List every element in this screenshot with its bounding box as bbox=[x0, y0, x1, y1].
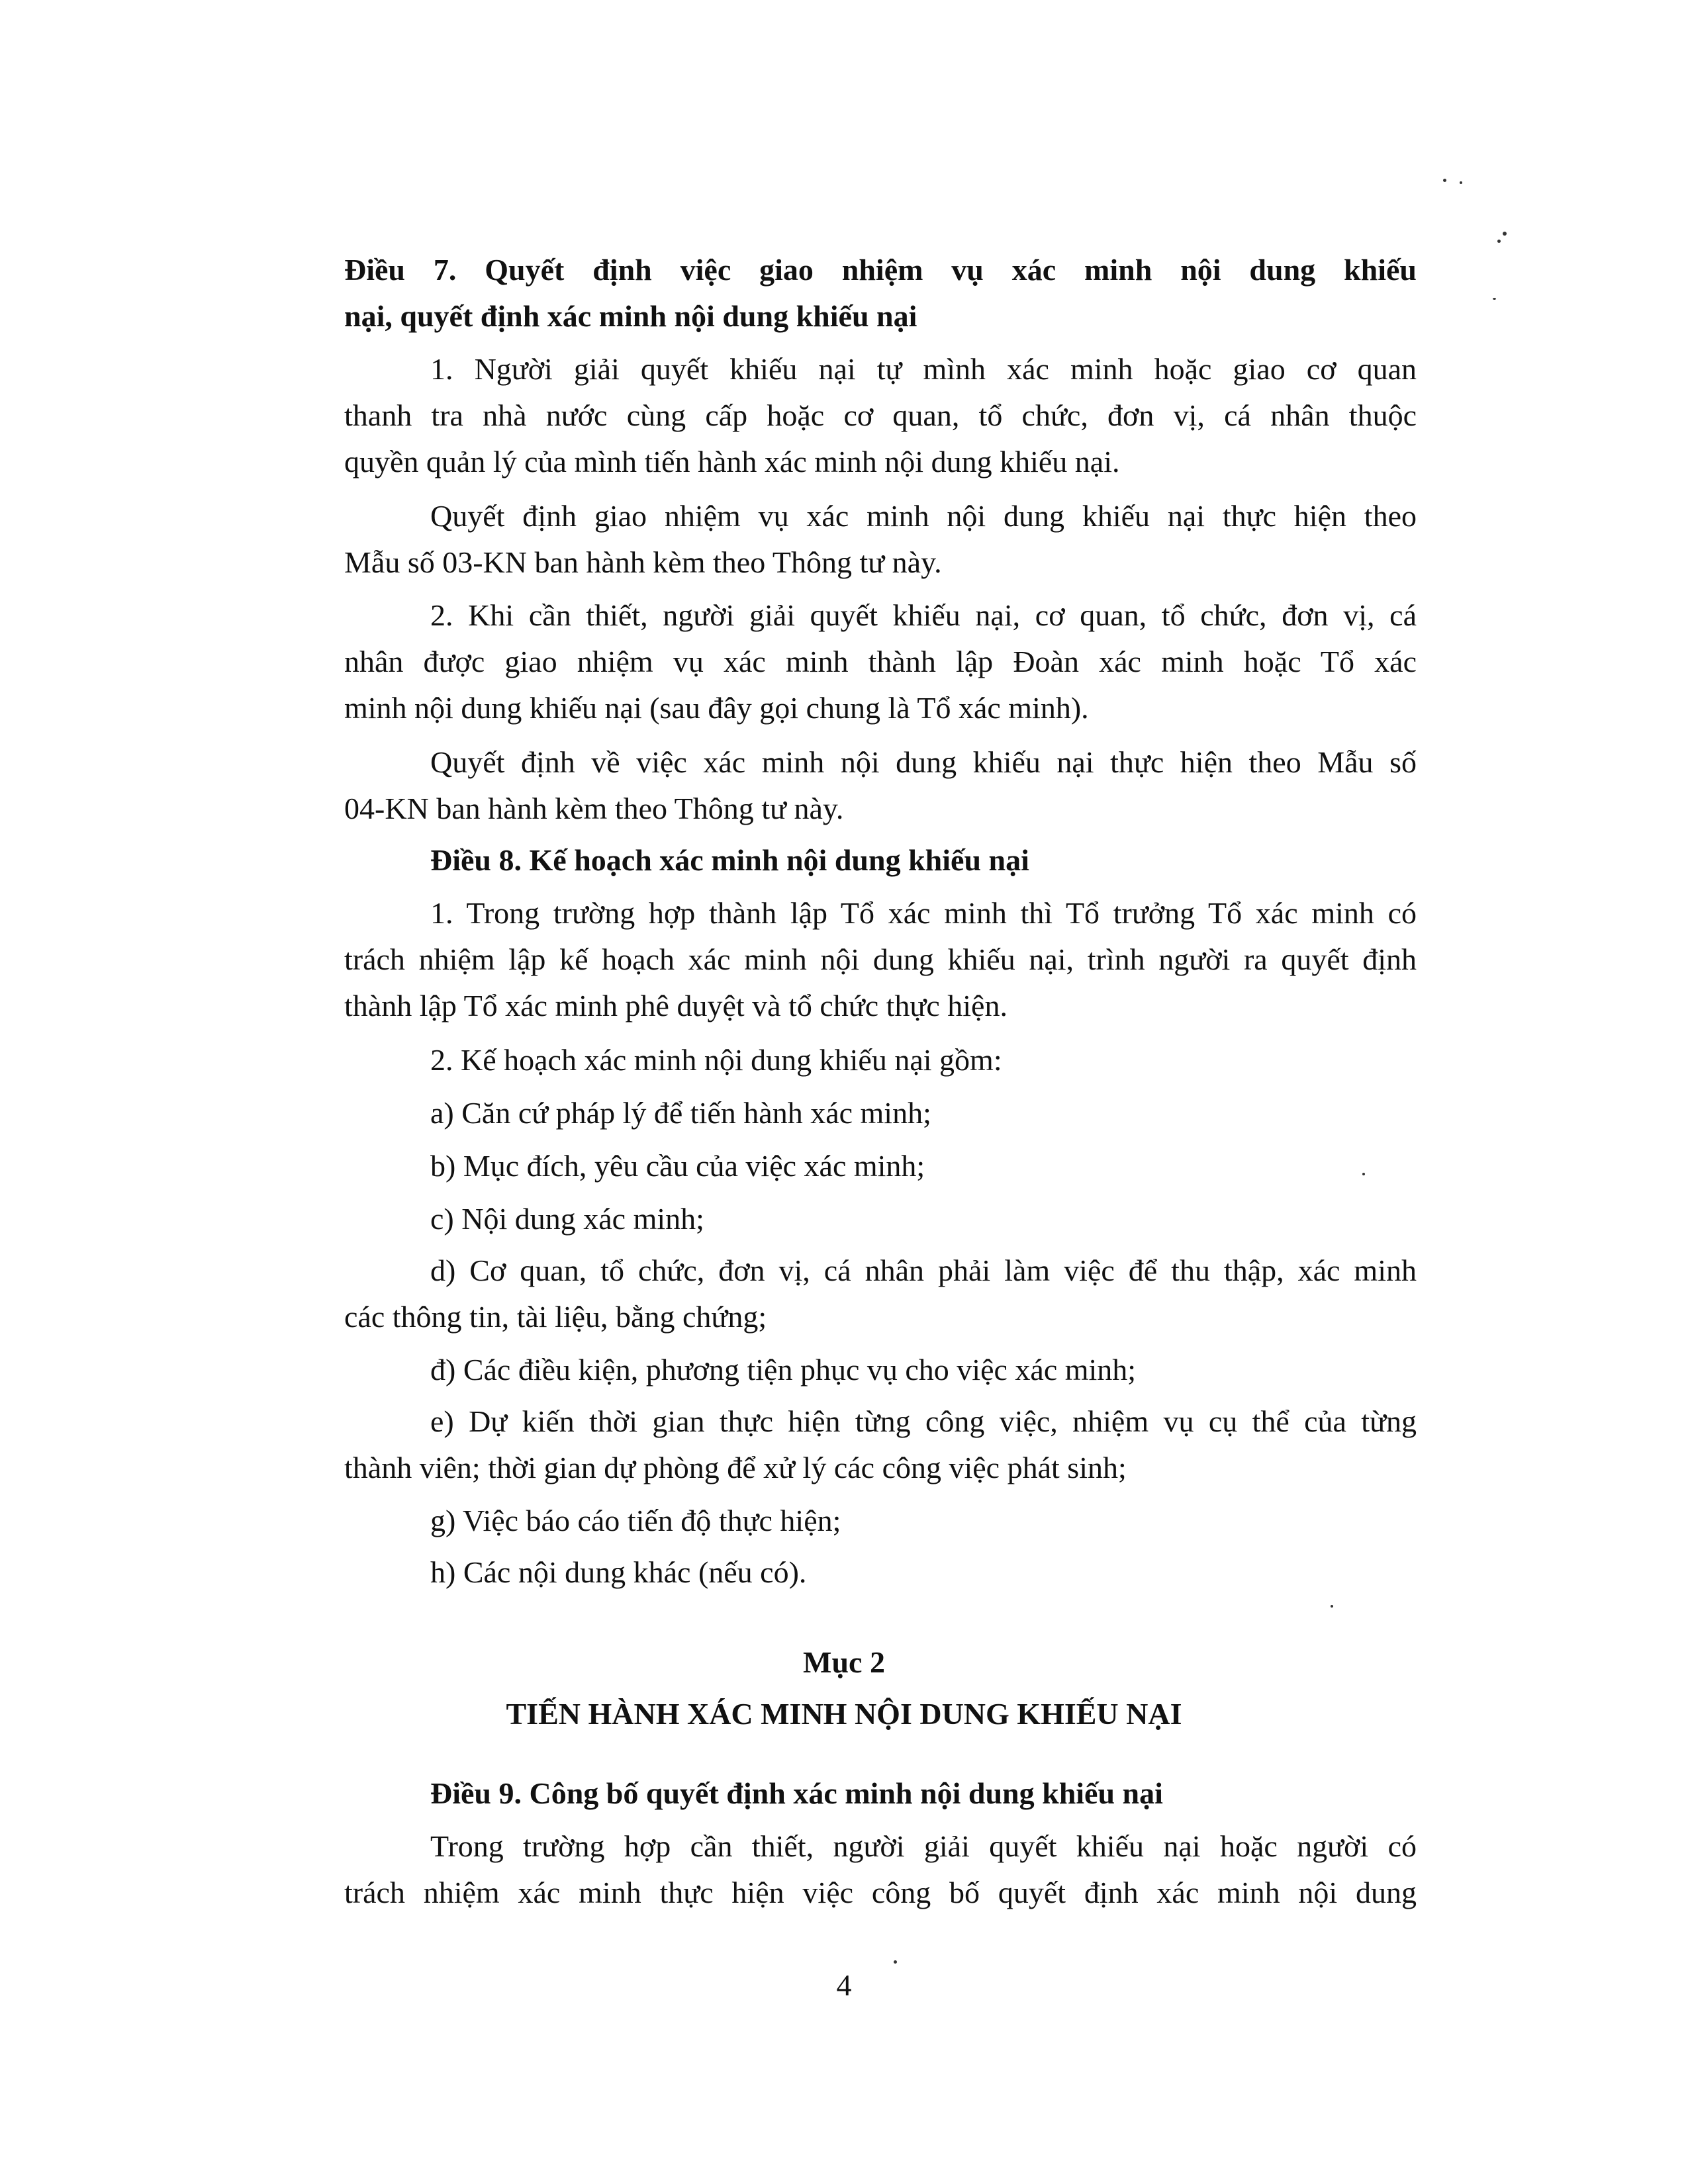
article-7-p2-line-2: Mẫu số 03-KN ban hành kèm theo Thông tư này. bbox=[344, 545, 942, 579]
article-8-item-h: h) Các nội dung khác (nếu có). bbox=[430, 1555, 807, 1589]
article-9-heading: Điều 9. Công bố quyết định xác minh nội dung khiếu nại bbox=[430, 1776, 1163, 1810]
article-7-p1-line-2: thanh tra nhà nước cùng cấp hoặc cơ quan, tổ chức, đơn vị, cá nhân thuộc bbox=[344, 398, 1417, 432]
article-8-p1-line-1: 1. Trong trường hợp thành lập Tổ xác minh thì Tổ trưởng Tổ xác minh có bbox=[430, 896, 1417, 930]
article-8-item-g: g) Việc báo cáo tiến độ thực hiện; bbox=[430, 1504, 841, 1537]
article-7-p3-line-3: minh nội dung khiếu nại (sau đây gọi chung là Tổ xác minh). bbox=[344, 691, 1089, 725]
scan-speck bbox=[894, 1960, 897, 1964]
article-9-p1-line-1: Trong trường hợp cần thiết, người giải quyết khiếu nại hoặc người có bbox=[430, 1829, 1417, 1863]
article-8-item-e-line-1: e) Dự kiến thời gian thực hiện từng công việc, nhiệm vụ cụ thể của từng bbox=[430, 1404, 1417, 1438]
scan-speck bbox=[1460, 181, 1462, 184]
article-7-heading-line-1: Điều 7. Quyết định việc giao nhiệm vụ xác minh nội dung khiếu bbox=[344, 253, 1417, 287]
article-8-item-d-line-2: các thông tin, tài liệu, bằng chứng; bbox=[344, 1300, 767, 1334]
article-8-heading: Điều 8. Kế hoạch xác minh nội dung khiếu nại bbox=[430, 843, 1029, 877]
scan-speck bbox=[1497, 240, 1501, 243]
article-7-heading-line-2: nại, quyết định xác minh nội dung khiếu nại bbox=[344, 299, 917, 333]
scan-speck bbox=[1331, 1605, 1333, 1608]
article-9-p1-line-2: trách nhiệm xác minh thực hiện việc công bố quyết định xác minh nội dung bbox=[344, 1876, 1417, 1909]
scan-speck bbox=[1493, 298, 1496, 300]
section-title: TIẾN HÀNH XÁC MINH NỘI DUNG KHIẾU NẠI bbox=[506, 1697, 1182, 1731]
article-8-p1-line-3: thành lập Tổ xác minh phê duyệt và tổ chức thực hiện. bbox=[344, 989, 1008, 1023]
page-number: 4 bbox=[836, 1968, 852, 2002]
section-label: Mục 2 bbox=[803, 1645, 885, 1679]
article-8-item-a: a) Căn cứ pháp lý để tiến hành xác minh; bbox=[430, 1096, 931, 1130]
scan-speck bbox=[1362, 1173, 1365, 1175]
article-8-p1-line-2: trách nhiệm lập kế hoạch xác minh nội dung khiếu nại, trình người ra quyết định bbox=[344, 942, 1417, 976]
article-8-item-e-line-2: thành viên; thời gian dự phòng để xử lý các công việc phát sinh; bbox=[344, 1451, 1127, 1484]
article-7-p3-line-1: 2. Khi cần thiết, người giải quyết khiếu nại, cơ quan, tổ chức, đơn vị, cá bbox=[430, 598, 1417, 632]
article-7-p1-line-1: 1. Người giải quyết khiếu nại tự mình xác minh hoặc giao cơ quan bbox=[430, 352, 1417, 386]
article-7-p2-line-1: Quyết định giao nhiệm vụ xác minh nội dung khiếu nại thực hiện theo bbox=[430, 499, 1417, 533]
article-8-item-dd: đ) Các điều kiện, phương tiện phục vụ cho việc xác minh; bbox=[430, 1353, 1137, 1387]
article-8-item-b: b) Mục đích, yêu cầu của việc xác minh; bbox=[430, 1149, 925, 1183]
article-7-p3-line-2: nhân được giao nhiệm vụ xác minh thành lập Đoàn xác minh hoặc Tổ xác bbox=[344, 645, 1417, 678]
scan-speck bbox=[1503, 232, 1507, 236]
article-8-item-c: c) Nội dung xác minh; bbox=[430, 1202, 704, 1236]
scan-speck bbox=[1443, 179, 1446, 182]
article-7-p4-line-1: Quyết định về việc xác minh nội dung khiếu nại thực hiện theo Mẫu số bbox=[430, 745, 1417, 779]
article-7-p1-line-3: quyền quản lý của mình tiến hành xác minh nội dung khiếu nại. bbox=[344, 445, 1120, 478]
article-8-p2: 2. Kế hoạch xác minh nội dung khiếu nại gồm: bbox=[430, 1043, 1002, 1077]
article-8-item-d-line-1: d) Cơ quan, tổ chức, đơn vị, cá nhân phải làm việc để thu thập, xác minh bbox=[430, 1253, 1417, 1287]
article-7-p4-line-2: 04-KN ban hành kèm theo Thông tư này. bbox=[344, 792, 844, 825]
